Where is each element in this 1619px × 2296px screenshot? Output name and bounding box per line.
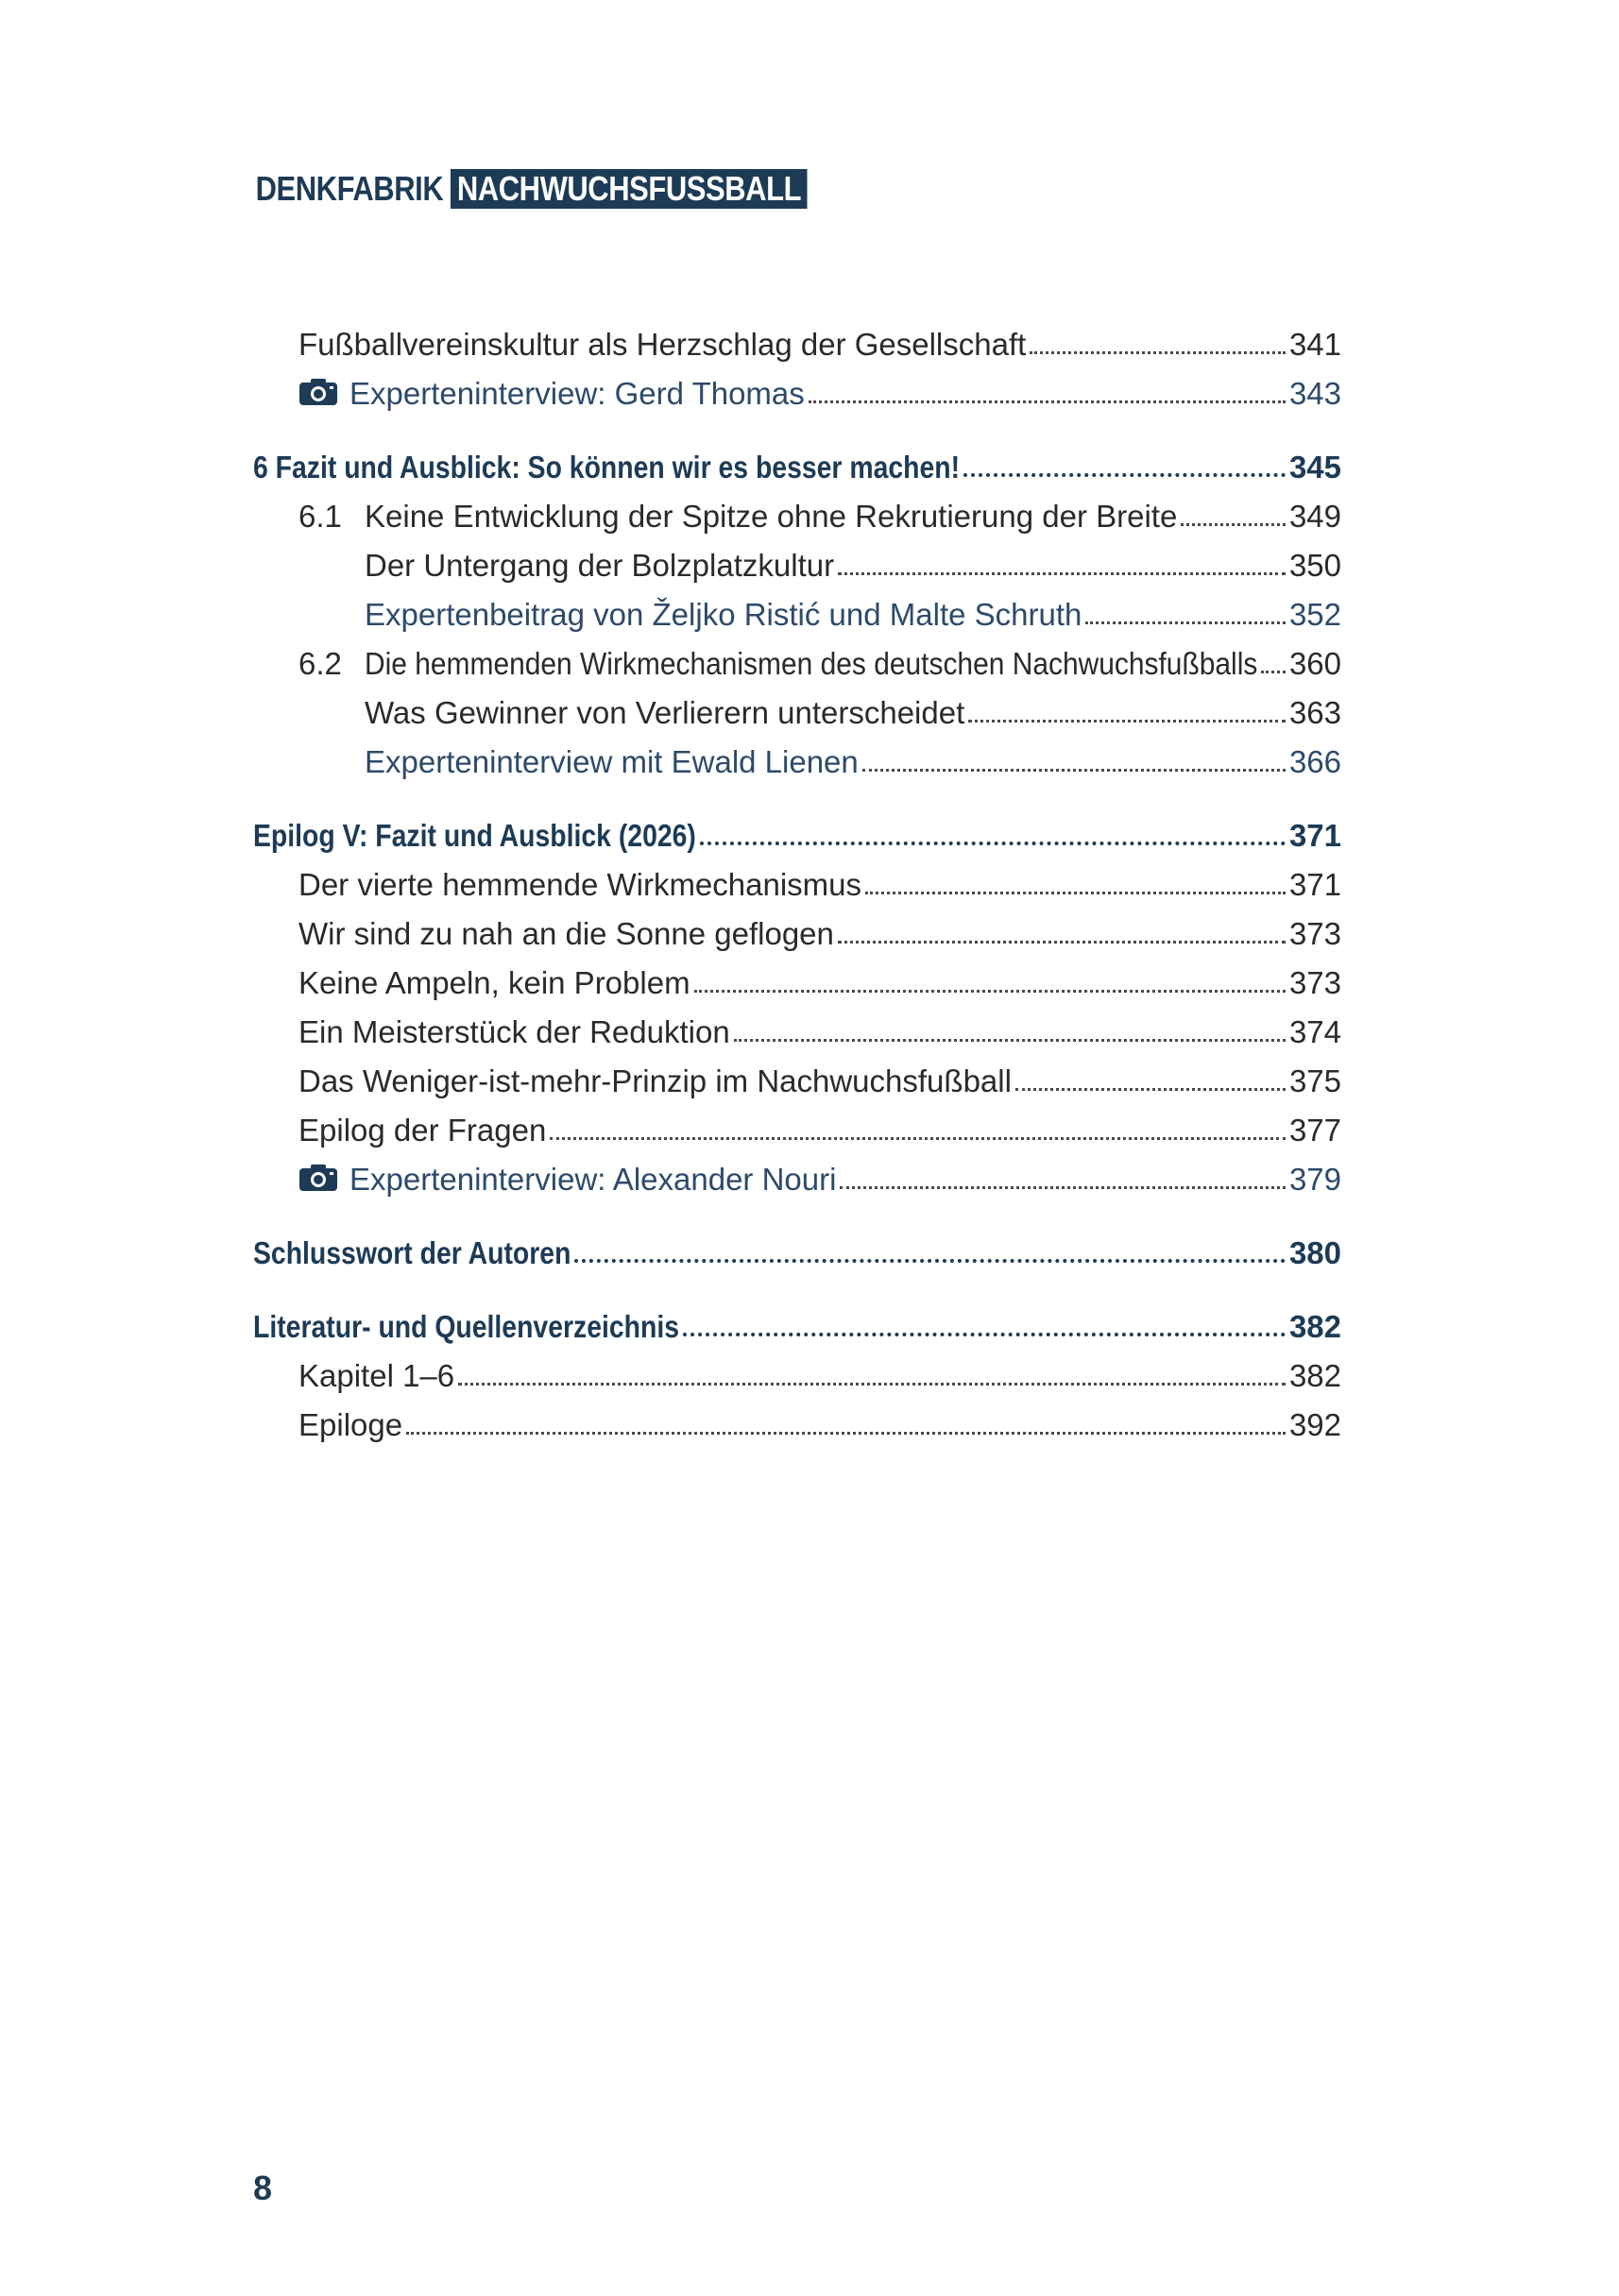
- toc-entry[interactable]: [298, 952, 1341, 1001]
- toc-leader-dots: [838, 937, 1286, 944]
- toc-entry[interactable]: [298, 363, 1341, 412]
- toc-page-number: 345: [1288, 450, 1341, 485]
- toc-entry-title: Experteninterview: Alexander Nouri: [349, 1162, 837, 1197]
- toc-leader-dots: [1015, 1084, 1286, 1091]
- toc-chapter-entry[interactable]: [253, 805, 1341, 854]
- toc-leader-dots: [458, 1379, 1286, 1386]
- toc-page-number: 380: [1288, 1235, 1341, 1270]
- toc-page-number: 373: [1288, 916, 1341, 951]
- toc-leader-dots: [838, 569, 1286, 575]
- toc-entry-title: Experteninterview: Gerd Thomas: [349, 376, 805, 411]
- toc-entry[interactable]: [298, 1345, 1341, 1394]
- toc-entry[interactable]: [298, 903, 1341, 952]
- toc-chapter-entry[interactable]: [253, 1296, 1341, 1345]
- toc-entry-title: Epiloge: [298, 1407, 403, 1442]
- toc-leader-dots: [734, 1035, 1286, 1042]
- toc-page-number: 373: [1288, 965, 1341, 1000]
- toc-entry-title: Expertenbeitrag von Željko Ristić und Malte Schruth: [365, 597, 1082, 632]
- toc-leader-dots: [683, 1329, 1286, 1336]
- toc-entry[interactable]: [298, 633, 1341, 682]
- toc-entry-title: Der Untergang der Bolzplatzkultur: [365, 548, 835, 583]
- toc-entry[interactable]: [298, 1001, 1341, 1050]
- toc-entry[interactable]: [298, 854, 1341, 903]
- toc-entry[interactable]: [298, 1050, 1341, 1099]
- toc-section-number: 6.1: [298, 499, 342, 534]
- toc-leader-dots: [700, 838, 1286, 845]
- toc-entry[interactable]: [298, 1099, 1341, 1148]
- toc-entry[interactable]: [298, 1148, 1341, 1198]
- toc-entry[interactable]: [298, 485, 1341, 535]
- toc-page-number: 382: [1288, 1358, 1341, 1393]
- toc-entry-title: Schlusswort der Autoren: [253, 1235, 571, 1270]
- running-header: [253, 166, 808, 212]
- toc-page-number: 349: [1288, 499, 1341, 534]
- toc-leader-dots: [963, 469, 1286, 477]
- toc-entry[interactable]: [298, 314, 1341, 363]
- toc-entry-title: Der vierte hemmende Wirkmechanismus: [298, 867, 862, 902]
- toc-page-number: 363: [1288, 695, 1341, 730]
- toc-section-number: 6.2: [298, 646, 342, 681]
- toc-page-number: 360: [1288, 646, 1341, 681]
- toc-page-number: 371: [1288, 818, 1341, 853]
- toc-entry-title: Was Gewinner von Verlierern unterscheidet: [365, 695, 965, 730]
- toc-entry-title: Literatur- und Quellenverzeichnis: [253, 1309, 680, 1344]
- toc-entry-title: Kapitel 1–6: [298, 1358, 455, 1393]
- toc-page-number: 352: [1288, 597, 1341, 632]
- toc-page-number: 382: [1288, 1309, 1341, 1344]
- toc-leader-dots: [550, 1133, 1286, 1140]
- toc-entry[interactable]: [365, 535, 1341, 584]
- toc-chapter-entry[interactable]: [253, 436, 1341, 485]
- toc-entry-title: Keine Entwicklung der Spitze ohne Rekrutierung der Breite: [365, 499, 1178, 534]
- toc-leader-dots: [694, 986, 1286, 993]
- toc-entry-title: Das Weniger-ist-mehr-Prinzip im Nachwuchsfußball: [298, 1063, 1012, 1098]
- toc-entry[interactable]: [365, 682, 1341, 731]
- toc-page-number: 343: [1288, 376, 1341, 411]
- toc-leader-dots: [574, 1255, 1286, 1263]
- toc-leader-dots: [809, 397, 1286, 403]
- toc-page-number: 350: [1288, 548, 1341, 583]
- toc-entry-title: 6 Fazit und Ausblick: So können wir es besser machen!: [253, 450, 961, 485]
- page-number: 8: [253, 2168, 273, 2207]
- toc-page-number: 379: [1288, 1162, 1341, 1197]
- toc-entry-title: Die hemmenden Wirkmechanismen des deutschen Nachwuchsfußballs: [365, 646, 1258, 681]
- camera-icon: [298, 1164, 338, 1192]
- toc-page-number: 374: [1288, 1014, 1341, 1049]
- toc-page-number: 377: [1288, 1113, 1341, 1148]
- toc-leader-dots: [968, 716, 1286, 723]
- toc-entry[interactable]: [365, 584, 1341, 633]
- toc-chapter-entry[interactable]: [253, 1222, 1341, 1271]
- toc-entry[interactable]: [365, 731, 1341, 780]
- toc-page-number: 341: [1288, 327, 1341, 362]
- toc-page-number: 392: [1288, 1407, 1341, 1442]
- camera-icon: [298, 378, 338, 406]
- toc-entry[interactable]: [298, 1394, 1341, 1443]
- toc-leader-dots: [1181, 519, 1286, 526]
- header-brand-left: DENKFABRIK: [255, 169, 444, 208]
- toc-leader-dots: [840, 1182, 1286, 1189]
- toc-leader-dots: [1085, 618, 1286, 624]
- toc-entry-title: Epilog V: Fazit und Ausblick (2026): [253, 818, 696, 853]
- toc-page-number: 371: [1288, 867, 1341, 902]
- toc-leader-dots: [862, 765, 1286, 772]
- toc-leader-dots: [1261, 667, 1286, 673]
- toc-entry-title: Keine Ampeln, kein Problem: [298, 965, 690, 1000]
- header-brand-right: NACHWUCHSFUSSBALL: [451, 169, 808, 209]
- toc-entry-title: Wir sind zu nah an die Sonne geflogen: [298, 916, 834, 951]
- toc-page-number: 366: [1288, 744, 1341, 779]
- toc-entry-title: Experteninterview mit Ewald Lienen: [365, 744, 859, 779]
- toc-entry-title: Fußballvereinskultur als Herzschlag der Gesellschaft: [298, 327, 1027, 362]
- toc-leader-dots: [1030, 348, 1286, 354]
- toc-leader-dots: [865, 888, 1286, 894]
- toc-entry-title: Ein Meisterstück der Reduktion: [298, 1014, 730, 1049]
- toc-page-number: 375: [1288, 1063, 1341, 1098]
- toc-entry-title: Epilog der Fragen: [298, 1113, 547, 1148]
- toc-leader-dots: [406, 1428, 1286, 1435]
